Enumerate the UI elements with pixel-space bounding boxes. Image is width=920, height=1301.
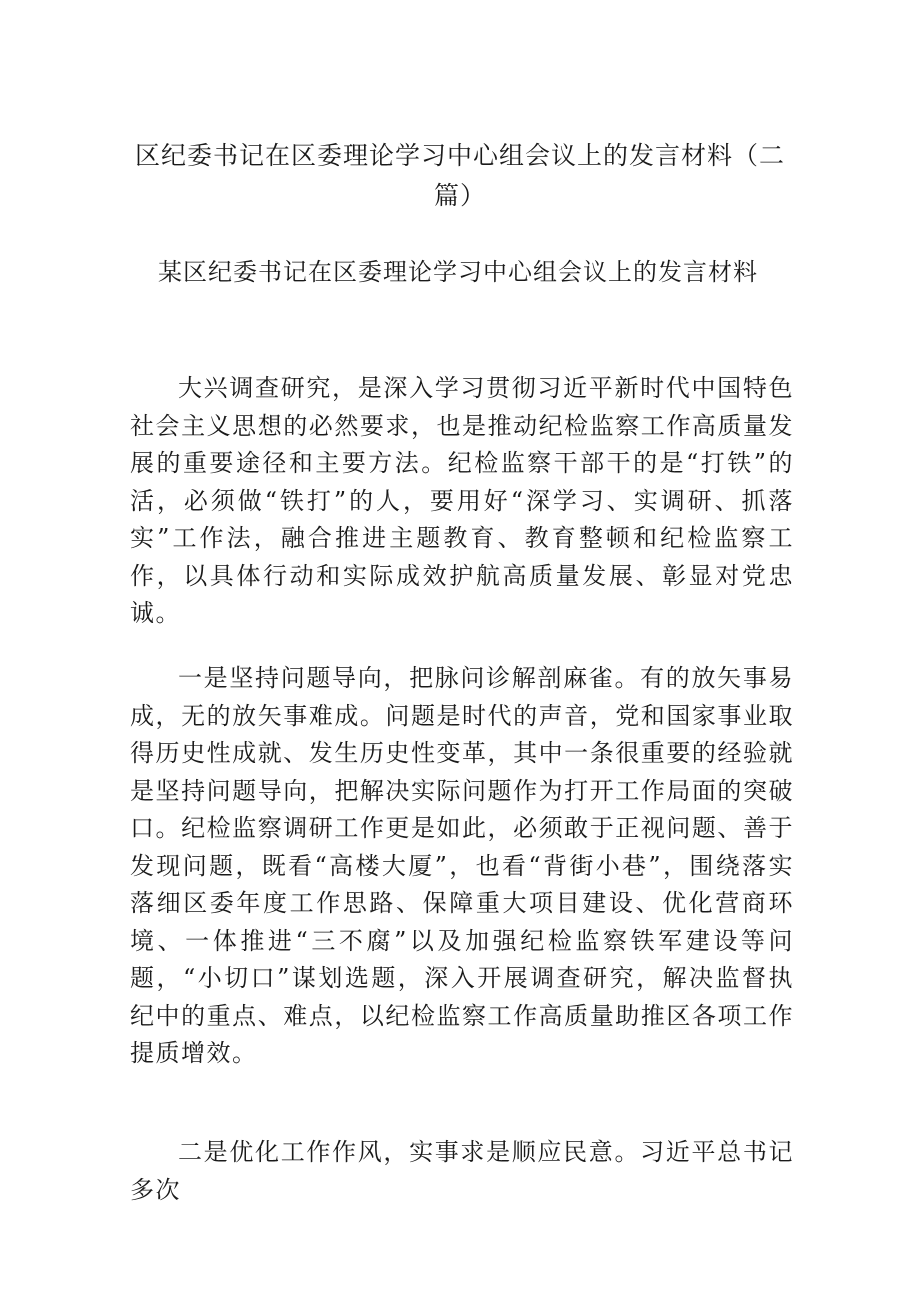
- document-title-line2-text: 篇）: [433, 181, 486, 210]
- paragraph-3: 二是优化工作作风，实事求是顺应民意。习近平总书记多次: [130, 1138, 794, 1204]
- paragraph-1: 大兴调查研究，是深入学习贯彻习近平新时代中国特色社会主义思想的必然要求，也是推动纪检监察工作高质量发展的重要途径和主要方法。纪检监察干部干的是“打铁”的活，必须做“铁打”的人，要用好“深学习、实调研、抓落实”工作法，融合推进主题教育、教育整顿和纪检监察工作，以具体行动和实际成效护航高质量发展、彰显对党忠诚。: [130, 374, 794, 627]
- document-title-line1: 区纪委书记在区委理论学习中心组会议上的发言材料（二: [134, 141, 785, 170]
- document-subtitle: 某区纪委书记在区委理论学习中心组会议上的发言材料: [158, 258, 758, 286]
- document-title-line2: [130, 181, 790, 211]
- paragraph-2: 一是坚持问题导向，把脉问诊解剖麻雀。有的放矢事易成，无的放矢事难成。问题是时代的声音，党和国家事业取得历史性成就、发生历史性变革，其中一条很重要的经验就是坚持问题导向，把解决实际问题作为打开工作局面的突破口。纪检监察调研工作更是如此，必须敢于正视问题、善于发现问题，既看“高楼大厦”，也看“背街小巷”，围绕落实落细区委年度工作思路、保障重大项目建设、优化营商环境、一体推进“三不腐”以及加强纪检监察铁军建设等问题，“小切口”谋划选题，深入开展调查研究，解决监督执纪中的重点、难点，以纪检监察工作高质量助推区各项工作提质增效。: [130, 664, 794, 1067]
